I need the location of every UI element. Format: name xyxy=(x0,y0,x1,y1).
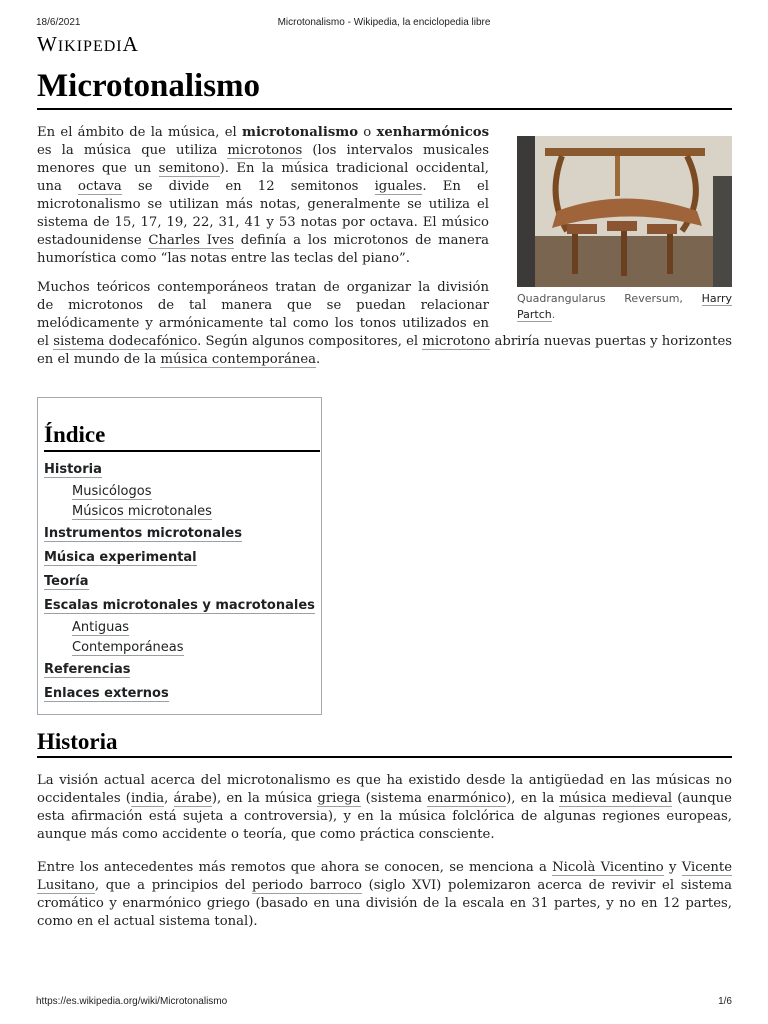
toc-item-instrumentos-microtonales[interactable]: Instrumentos microtonales xyxy=(44,526,242,541)
page-number: 1/6 xyxy=(718,996,732,1007)
toc-item-enlaces-externos[interactable]: Enlaces externos xyxy=(44,686,169,701)
print-title: Microtonalismo - Wikipedia, la enciclopedia libre xyxy=(277,17,491,28)
wikipedia-logo[interactable] xyxy=(37,32,139,57)
historia-paragraph-1: La visión actual acerca del microtonalismo es que ha existido desde la antigüedad en las músicas no occidentales (india, árabe), en la música griega (sistema enarmónico), en la música medieval (aunque esta afirmación está sujeta a controversia), y en la música folclórica de algunas regiones europeas, aunque más como accidente o teoría, que como práctica consciente. xyxy=(37,773,732,842)
toc-item-teoria[interactable]: Teoría xyxy=(44,574,89,589)
link-semitono[interactable]: semitono xyxy=(158,161,220,176)
link-musica-medieval[interactable]: música medieval xyxy=(559,791,673,806)
link-sistema-dodecafonico[interactable]: sistema dodecafónico xyxy=(53,334,198,349)
link-microtonos[interactable]: microtonos xyxy=(227,143,303,158)
toc-item-historia[interactable]: Historia xyxy=(44,462,102,477)
term-microtonalismo: microtonalismo xyxy=(242,125,358,140)
link-octava[interactable]: octava xyxy=(78,179,122,194)
historia-paragraph-2: Entre los antecedentes más remotos que ahora se conocen, se menciona a Nicolà Vicentino y Vicente Lusitano, que a principios del periodo barroco (siglo XVI) polemizaron acerca de revivir el sistema cromático y enarmónico griego (basado en una división de la escala en 31 partes, y no en 12 partes, como en el actual sistema tonal). xyxy=(37,860,732,929)
link-harry-partch[interactable]: Harry Partch xyxy=(517,292,732,321)
article-intro xyxy=(37,124,732,380)
toc-item-escalas[interactable]: Escalas microtonales y macrotonales xyxy=(44,598,315,613)
link-microtono[interactable]: microtono xyxy=(422,334,491,349)
table-of-contents xyxy=(37,397,322,715)
page-title: Microtonalismo xyxy=(37,64,732,110)
section-heading-historia: Historia xyxy=(37,728,732,758)
figure xyxy=(517,136,732,323)
section-historia-body xyxy=(37,772,732,946)
quadrangularus-reversum-image xyxy=(517,136,732,287)
link-nicola-vicentino[interactable]: Nicolà Vicentino xyxy=(552,860,664,875)
link-vicente-lusitano[interactable]: Vicente Lusitano xyxy=(37,860,732,893)
term-xenharmonicos: xenharmónicos xyxy=(376,125,490,140)
intro-paragraph-1: En el ámbito de la música, el microtonalismo o xenharmónicos es la música que utiliza microtonos (los intervalos musicales menores que un semitono). En la música tradicional occidental, una octava se divide en 12 semitonos iguales. En el microtonalismo se utilizan más notas, generalmente se utiliza el sistema de 15, 17, 19, 22, 31, 41 y 53 notas por octava. El músico estadounidense Charles Ives definía a los microtonos de manera humorística como “las notas entre las teclas del piano”. xyxy=(37,125,490,266)
toc-item-musicos-microtonales[interactable]: Músicos microtonales xyxy=(72,504,212,519)
toc-list xyxy=(44,458,315,706)
instrument-photo[interactable] xyxy=(517,136,732,287)
toc-item-referencias[interactable]: Referencias xyxy=(44,662,131,677)
link-enarmonico[interactable]: enarmónico xyxy=(427,791,507,806)
logo-letter-last: A xyxy=(122,32,139,56)
toc-item-musica-experimental[interactable]: Música experimental xyxy=(44,550,197,565)
link-iguales[interactable]: iguales xyxy=(374,179,423,194)
print-header xyxy=(0,17,768,31)
link-charles-ives[interactable]: Charles Ives xyxy=(148,233,234,248)
link-griega[interactable]: griega xyxy=(317,791,361,806)
logo-letters: IKIPEDI xyxy=(57,38,123,55)
toc-item-antiguas[interactable]: Antiguas xyxy=(72,620,130,635)
link-arabe[interactable]: árabe xyxy=(173,791,212,806)
toc-item-contemporaneas[interactable]: Contemporáneas xyxy=(72,640,184,655)
link-musica-contemporanea[interactable]: música contemporánea xyxy=(160,352,317,367)
print-date: 18/6/2021 xyxy=(36,17,81,28)
figure-caption: Quadrangularus Reversum, Harry Partch. xyxy=(517,292,732,321)
intro-paragraph-2: Muchos teóricos contemporáneos tratan de organizar la división de microtonos de tal manera que se puedan relacionar melódicamente y armónicamente tal como los tonos utilizados en el sistema dodecafónico. Según algunos compositores, el microtono abriría nuevas puertas y horizontes en el mundo de la música contemporánea. xyxy=(37,280,733,367)
logo-letter-first: W xyxy=(37,32,58,56)
toc-item-musicologos[interactable]: Musicólogos xyxy=(72,484,152,499)
link-periodo-barroco[interactable]: periodo barroco xyxy=(251,878,362,893)
toc-title: Índice xyxy=(44,420,320,452)
print-url: https://es.wikipedia.org/wiki/Microtonalismo xyxy=(36,996,228,1007)
link-india[interactable]: india xyxy=(130,791,165,806)
